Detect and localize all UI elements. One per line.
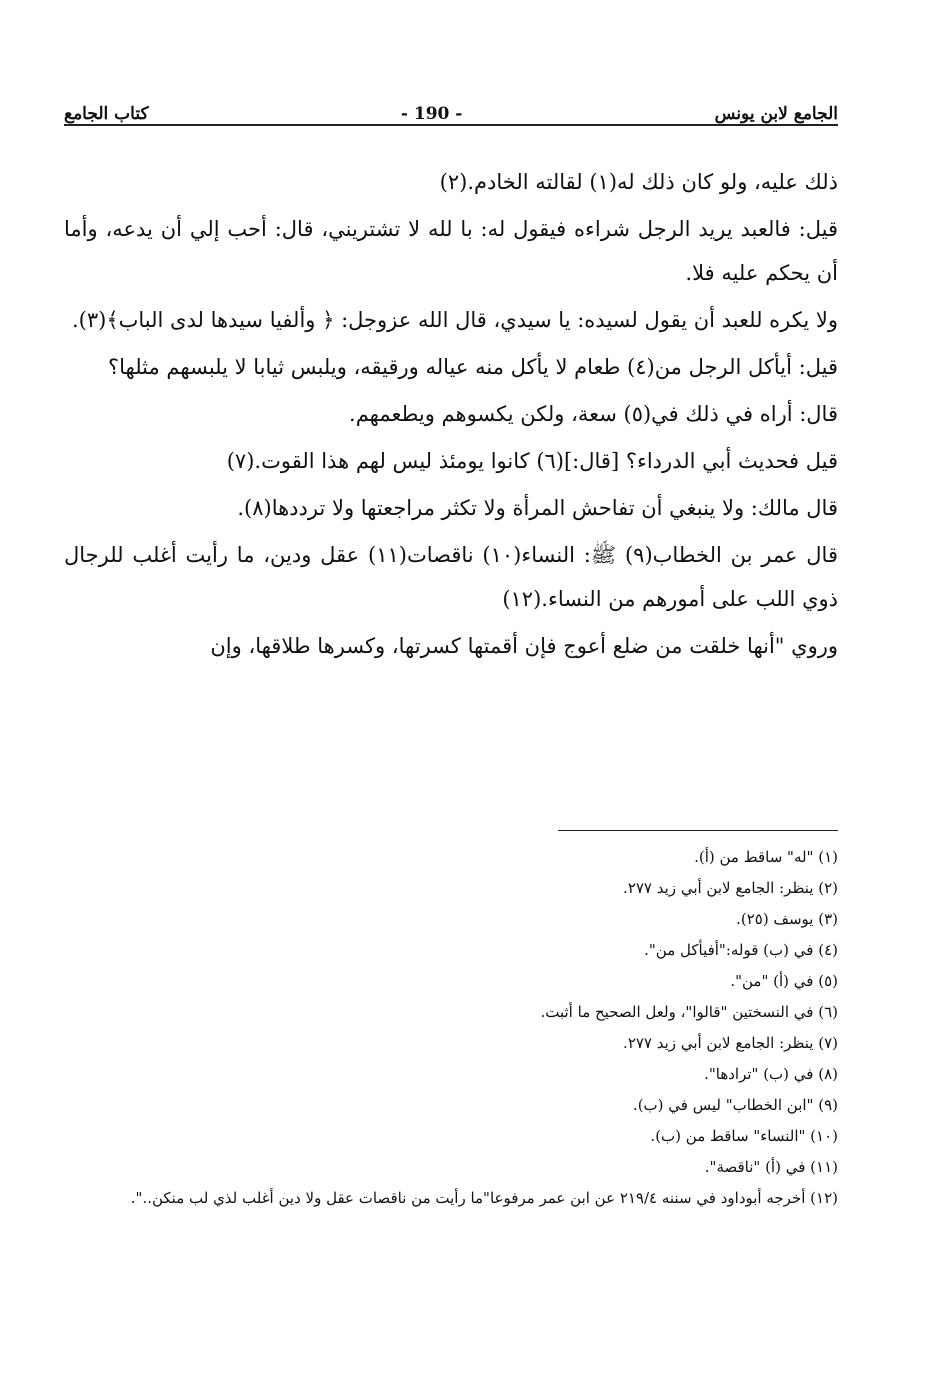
paragraph: قال: أراه في ذلك في(٥) سعة، ولكن يكسوهم ويطعمهم. <box>349 402 838 426</box>
page-number: - 190 - <box>400 104 463 124</box>
main-text <box>64 160 838 671</box>
paragraph: قال مالك: ولا ينبغي أن تفاحش المرأة ولا تكثر مراجعتها ولا ترددها(٨). <box>237 496 838 520</box>
footnote: (١٢) أخرجه أبوداود في سننه ٢١٩/٤ عن ابن عمر مرفوعا"ما رأيت من ناقصات عقل ولا دين أغلب لذي لب منكن..". <box>130 1189 838 1207</box>
paragraph: ولا يكره للعبد أن يقول لسيده: يا سيدي، قال الله عزوجل: ﴿ وألفيا سيدها لدى الباب﴾(٣). <box>71 308 838 332</box>
paragraph: وروي "أنها خلقت من ضلع أعوج فإن أقمتها كسرتها، وكسرها طلاقها، وإن <box>210 634 838 658</box>
footnote: (٧) ينظر: الجامع لابن أبي زيد ٢٧٧. <box>623 1034 838 1052</box>
footnote: (٦) في النسختين "قالوا"، ولعل الصحيح ما أثبت. <box>540 1003 838 1021</box>
paragraph: ذلك عليه، ولو كان ذلك له(١) لقالته الخادم.(٢) <box>439 170 838 194</box>
footnote: (١١) في (أ) "ناقصة". <box>704 1158 838 1176</box>
footnote: (١) "له" ساقط من (أ). <box>694 848 838 866</box>
paragraph: قيل: فالعبد يريد الرجل شراءه فيقول له: با لله لا تشتريني، قال: أحب إلي أن يدعه، وأما أن يحكم عليه فلا. <box>64 217 838 285</box>
paragraph: قيل فحديث أبي الدرداء؟ [قال:](٦) كانوا يومئذ ليس لهم هذا القوت.(٧) <box>226 449 838 473</box>
footnote: (٣) يوسف (٢٥). <box>736 910 838 928</box>
running-header <box>64 96 838 124</box>
header-divider <box>64 124 838 126</box>
paragraph: قال عمر بن الخطاب(٩) ﷺ: النساء(١٠) ناقصات(١١) عقل ودين، ما رأيت أغلب للرجال ذوي اللب على أمورهم من النساء.(١٢) <box>64 543 838 611</box>
footnote: (٨) في (ب) "ترادها". <box>704 1065 838 1083</box>
footnote: (٢) ينظر: الجامع لابن أبي زيد ٢٧٧. <box>623 879 838 897</box>
footnote: (٥) في (أ) "من". <box>730 972 838 990</box>
footnotes-list <box>64 842 838 1212</box>
paragraph: قيل: أيأكل الرجل من(٤) طعام لا يأكل منه عياله ورقيقه، ويلبس ثيابا لا يلبسهم مثلها؟ <box>108 355 838 379</box>
footnote: (١٠) "النساء" ساقط من (ب). <box>650 1127 838 1145</box>
footnote-divider <box>558 830 838 831</box>
header-book-title: الجامع لابن يونس <box>714 104 838 124</box>
footnote: (٩) "ابن الخطاب" ليس في (ب). <box>632 1096 838 1114</box>
footnote: (٤) في (ب) قوله:"أفيأكل من". <box>644 941 838 959</box>
header-chapter-title: كتاب الجامع <box>64 104 149 124</box>
